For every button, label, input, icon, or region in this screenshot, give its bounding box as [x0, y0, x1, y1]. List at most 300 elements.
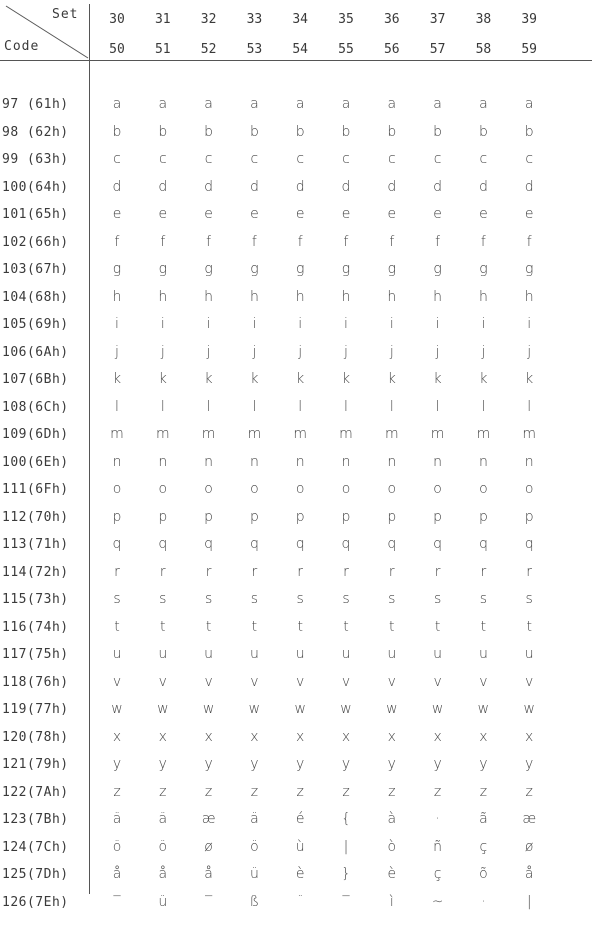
character-cell: | — [343, 838, 349, 855]
character-cell: o — [479, 481, 488, 497]
character-cell: i — [527, 316, 532, 332]
character-cell: b — [478, 123, 488, 140]
character-cell: d — [112, 178, 122, 195]
character-cell: ‾ — [205, 893, 213, 910]
character-cell: o — [341, 481, 351, 497]
character-cell: f — [389, 233, 395, 250]
character-cell: x — [525, 728, 534, 745]
character-cell: z — [250, 783, 259, 800]
character-cell: u — [112, 646, 122, 662]
character-cell: k — [387, 371, 396, 387]
character-cell: ç — [479, 838, 488, 855]
character-cell: h — [478, 288, 488, 305]
character-cell: r — [480, 563, 487, 580]
code-label-row: 115(73h) — [2, 592, 69, 607]
character-cell: i — [252, 316, 257, 332]
character-cell: ù — [295, 838, 305, 855]
character-cell: r — [388, 563, 395, 580]
character-cell: k — [158, 371, 167, 387]
character-cell: w — [111, 701, 123, 717]
character-cell: ‾ — [113, 893, 121, 910]
character-cell: u — [524, 646, 534, 662]
character-cell: e — [158, 206, 168, 222]
character-cell: x — [479, 728, 488, 745]
character-cell: x — [296, 728, 305, 745]
character-cell: y — [250, 756, 259, 772]
set-number-top: 35 — [338, 12, 354, 27]
code-label-row: 121(79h) — [2, 757, 69, 772]
code-label-row: 104(68h) — [2, 289, 69, 305]
character-cell: h — [524, 288, 534, 305]
character-cell: p — [433, 508, 443, 525]
character-cell: u — [204, 646, 214, 662]
character-cell: c — [433, 151, 442, 167]
character-cell: z — [433, 783, 442, 800]
character-cell: x — [204, 728, 213, 745]
character-cell: h — [204, 288, 214, 305]
character-cell: m — [293, 426, 307, 442]
character-cell: w — [248, 701, 261, 717]
character-cell: m — [430, 426, 445, 442]
code-label-row: 123(7Bh) — [2, 812, 69, 827]
character-cell: t — [251, 618, 258, 635]
code-label-row: 112(70h) — [2, 509, 69, 525]
character-cell: s — [250, 591, 259, 607]
character-cell: j — [206, 343, 211, 360]
character-cell: w — [431, 701, 444, 717]
set-number-top: 30 — [109, 12, 125, 27]
character-cell: k — [296, 371, 305, 387]
character-cell: j — [481, 343, 486, 360]
character-cell: n — [249, 453, 259, 470]
character-cell: ß — [249, 893, 260, 910]
character-cell: ø — [524, 838, 534, 855]
character-cell: n — [158, 453, 168, 470]
character-cell: h — [433, 288, 443, 305]
character-cell: w — [340, 701, 352, 717]
character-cell: l — [344, 398, 348, 415]
set-number-top: 33 — [246, 12, 263, 27]
character-cell: w — [523, 701, 535, 717]
character-cell: p — [478, 508, 488, 525]
character-cell: b — [524, 123, 534, 140]
character-cell: k — [204, 371, 213, 387]
code-label-row: 107(6Bh) — [2, 372, 69, 387]
code-label-row: 124(7Ch) — [2, 839, 69, 855]
character-cell: p — [158, 508, 168, 525]
character-cell: l — [527, 398, 532, 415]
set-number-bottom: 55 — [338, 42, 354, 57]
character-cell: r — [251, 563, 258, 580]
character-cell: k — [250, 371, 259, 387]
code-label-row: 100(64h) — [2, 179, 69, 195]
character-cell: ì — [389, 893, 394, 910]
character-cell: a — [433, 96, 442, 112]
character-cell: å — [204, 866, 213, 882]
character-cell: g — [387, 261, 396, 277]
character-cell: j — [435, 343, 440, 360]
character-cell: · — [481, 893, 486, 910]
character-cell: w — [386, 701, 398, 717]
code-label-row: 99 (63h) — [2, 152, 69, 167]
character-cell: q — [387, 536, 397, 552]
set-number-bottom: 51 — [154, 42, 171, 57]
character-cell: å — [524, 866, 534, 882]
character-cell: l — [206, 398, 211, 415]
character-cell: w — [477, 701, 490, 717]
set-number-bottom: 50 — [109, 42, 125, 57]
character-cell: d — [387, 178, 397, 195]
character-cell: p — [524, 508, 534, 525]
character-cell: s — [388, 591, 396, 607]
character-cell: t — [434, 618, 441, 635]
character-cell: x — [158, 728, 167, 745]
character-cell: f — [297, 233, 303, 250]
character-cell: a — [250, 96, 259, 112]
code-label-row: 120(78h) — [2, 729, 69, 745]
character-cell: u — [387, 646, 397, 662]
character-cell: y — [479, 756, 488, 772]
character-cell: q — [341, 536, 351, 552]
character-cell: i — [115, 316, 119, 332]
character-cell: ü — [158, 893, 168, 910]
character-cell: f — [480, 233, 486, 250]
character-cell: n — [204, 453, 214, 470]
character-cell: s — [525, 591, 533, 607]
character-cell: ¨ — [296, 893, 304, 910]
character-cell: i — [298, 316, 303, 332]
horizontal-divider — [0, 60, 592, 61]
code-label-row: 101(65h) — [2, 207, 69, 222]
character-cell: z — [525, 783, 533, 800]
character-cell: z — [388, 783, 396, 800]
character-cell: s — [342, 591, 350, 607]
character-cell: h — [341, 288, 351, 305]
character-cell: å — [112, 866, 122, 882]
character-cell: ö — [158, 838, 168, 855]
character-cell: z — [479, 783, 488, 800]
character-cell: q — [524, 536, 534, 552]
code-label-row: 118(76h) — [2, 674, 69, 690]
set-number-top: 38 — [475, 12, 492, 27]
character-cell: m — [155, 426, 170, 442]
character-cell: j — [298, 343, 303, 360]
set-number-bottom: 53 — [246, 42, 263, 57]
character-cell: b — [158, 123, 168, 140]
character-cell: s — [159, 591, 167, 607]
character-cell: p — [204, 508, 214, 525]
character-cell: m — [339, 426, 353, 442]
character-cell: d — [478, 178, 488, 195]
code-label-row: 117(75h) — [2, 647, 69, 662]
character-cell: v — [433, 673, 442, 690]
character-cell: g — [524, 261, 534, 277]
character-cell: l — [481, 398, 486, 415]
character-cell: w — [202, 701, 215, 717]
character-cell: c — [204, 151, 213, 167]
character-cell: b — [387, 123, 397, 140]
character-cell: d — [204, 178, 214, 195]
character-cell: m — [201, 426, 216, 442]
character-cell: g — [479, 261, 488, 277]
character-cell: g — [112, 261, 122, 277]
character-cell: t — [205, 618, 212, 635]
character-cell: k — [341, 371, 351, 387]
character-cell: v — [204, 673, 213, 690]
character-cell: j — [252, 343, 257, 360]
character-cell: u — [341, 646, 351, 662]
character-cell: n — [295, 453, 305, 470]
character-cell: à — [387, 811, 397, 827]
character-cell: m — [110, 426, 124, 442]
character-cell: ‾ — [342, 893, 350, 910]
character-cell: o — [387, 481, 397, 497]
set-number-top: 36 — [383, 12, 400, 27]
character-cell: å — [158, 866, 168, 882]
character-cell: k — [479, 371, 488, 387]
character-cell: | — [526, 893, 532, 910]
header-corner — [0, 0, 90, 60]
character-cell: ç — [433, 866, 442, 882]
character-cell: c — [158, 151, 167, 167]
character-cell: a — [204, 96, 213, 112]
character-cell: f — [251, 233, 257, 250]
character-cell: r — [343, 563, 349, 580]
character-cell: q — [112, 536, 122, 552]
character-cell: d — [295, 178, 305, 195]
character-cell: r — [526, 563, 533, 580]
character-cell: b — [433, 123, 443, 140]
character-cell: d — [249, 178, 259, 195]
character-cell: g — [204, 261, 213, 277]
character-cell: h — [158, 288, 168, 305]
code-label-row: 103(67h) — [2, 262, 69, 277]
character-cell: õ — [479, 866, 488, 882]
character-cell: h — [295, 288, 305, 305]
character-cell: u — [249, 646, 259, 662]
character-cell: f — [435, 233, 441, 250]
character-cell: p — [341, 508, 351, 525]
character-cell: s — [433, 591, 442, 607]
character-cell: r — [205, 563, 212, 580]
character-cell: g — [295, 261, 305, 277]
character-cell: w — [157, 701, 169, 717]
set-label: Set — [52, 7, 79, 22]
character-cell: c — [479, 151, 488, 167]
character-cell: w — [294, 701, 306, 717]
character-cell: z — [296, 783, 304, 800]
character-cell: d — [524, 178, 534, 195]
character-cell: n — [112, 453, 122, 470]
character-cell: t — [343, 618, 349, 635]
character-cell: e — [524, 206, 534, 222]
character-cell: o — [112, 481, 122, 497]
character-cell: l — [115, 398, 119, 415]
character-cell: o — [250, 481, 259, 497]
character-cell: m — [476, 426, 491, 442]
character-cell: e — [387, 206, 397, 222]
character-cell: · — [435, 811, 440, 827]
character-cell: e — [433, 206, 442, 222]
character-cell: a — [387, 96, 397, 112]
character-cell: m — [247, 426, 262, 442]
character-cell: e — [204, 206, 213, 222]
character-cell: { — [341, 811, 351, 827]
character-cell: y — [387, 756, 396, 772]
character-cell: j — [344, 343, 348, 360]
character-cell: l — [160, 398, 165, 415]
character-cell: q — [478, 536, 488, 552]
character-cell: s — [113, 591, 121, 607]
character-cell: l — [389, 398, 394, 415]
set-number-top: 39 — [521, 12, 538, 27]
set-number-bottom: 59 — [521, 42, 538, 57]
character-cell: i — [435, 316, 440, 332]
character-cell: n — [387, 453, 397, 470]
character-cell: y — [433, 756, 442, 772]
character-cell: ø — [204, 838, 213, 855]
character-cell: q — [295, 536, 305, 552]
character-cell: q — [204, 536, 214, 552]
character-cell: a — [158, 96, 168, 112]
character-cell: v — [341, 673, 351, 690]
character-cell: q — [433, 536, 443, 552]
code-label-row: 122(7Ah) — [2, 784, 69, 800]
character-cell: i — [160, 316, 165, 332]
character-cell: ä — [250, 811, 259, 827]
set-number-bottom: 56 — [383, 42, 400, 57]
set-number-bottom: 57 — [429, 42, 446, 57]
character-cell: e — [250, 206, 259, 222]
code-label-row: 108(6Ch) — [2, 399, 69, 415]
code-label-row: 97 (61h) — [2, 97, 69, 112]
character-cell: v — [479, 673, 488, 690]
character-cell: l — [252, 398, 257, 415]
character-cell: z — [342, 783, 350, 800]
character-cell: v — [112, 673, 122, 690]
character-cell: r — [297, 563, 304, 580]
character-cell: y — [341, 756, 351, 772]
character-cell: t — [480, 618, 487, 635]
character-cell: ã — [479, 811, 488, 827]
character-cell: k — [433, 371, 442, 387]
vertical-divider — [89, 4, 90, 894]
character-cell: y — [296, 756, 305, 772]
character-cell: o — [158, 481, 168, 497]
character-cell: z — [159, 783, 167, 800]
character-cell: g — [341, 261, 351, 277]
character-cell: h — [387, 288, 397, 305]
character-cell: e — [295, 206, 305, 222]
character-cell: æ — [522, 811, 537, 827]
character-cell: n — [524, 453, 534, 470]
character-cell: r — [159, 563, 166, 580]
character-cell: e — [479, 206, 488, 222]
character-cell: j — [115, 343, 119, 360]
character-cell: c — [342, 151, 350, 167]
character-cell: k — [112, 371, 122, 387]
character-cell: v — [387, 673, 396, 690]
character-cell: ~ — [431, 893, 444, 910]
character-cell: d — [158, 178, 168, 195]
character-cell: t — [526, 618, 532, 635]
character-cell: é — [295, 811, 305, 827]
character-cell: o — [295, 481, 305, 497]
character-cell: h — [249, 288, 259, 305]
character-cell: d — [433, 178, 443, 195]
code-label-row: 116(74h) — [2, 619, 69, 635]
character-cell: a — [341, 96, 351, 112]
character-cell: a — [112, 96, 122, 112]
character-cell: r — [114, 563, 120, 580]
character-cell: u — [295, 646, 305, 662]
character-cell: b — [204, 123, 214, 140]
character-cell: c — [113, 151, 121, 167]
character-cell: y — [158, 756, 167, 772]
character-cell: t — [160, 618, 166, 635]
character-cell: k — [525, 371, 534, 387]
character-cell: v — [250, 673, 259, 690]
character-cell: x — [250, 728, 259, 745]
character-cell: ä — [112, 811, 122, 827]
character-cell: p — [387, 508, 397, 525]
character-cell: n — [341, 453, 351, 470]
character-cell: è — [387, 866, 397, 882]
character-cell: s — [479, 591, 488, 607]
character-cell: p — [249, 508, 259, 525]
character-cell: ñ — [433, 838, 443, 855]
character-cell: ö — [112, 838, 122, 855]
character-cell: j — [527, 343, 532, 360]
character-cell: b — [341, 123, 351, 140]
character-cell: j — [389, 343, 394, 360]
set-number-top: 32 — [200, 12, 217, 27]
character-cell: x — [341, 728, 351, 745]
character-cell: g — [250, 261, 259, 277]
character-cell: ò — [387, 838, 397, 855]
character-cell: h — [112, 288, 122, 305]
character-cell: c — [250, 151, 259, 167]
character-cell: a — [479, 96, 488, 112]
character-cell: n — [478, 453, 488, 470]
character-cell: m — [522, 426, 536, 442]
character-cell: a — [295, 96, 305, 112]
character-cell: i — [389, 316, 394, 332]
character-cell: y — [525, 756, 534, 772]
character-cell: t — [114, 618, 120, 635]
set-number-bottom: 54 — [292, 42, 309, 57]
character-cell: n — [433, 453, 443, 470]
set-number-top: 37 — [429, 12, 446, 27]
character-cell: x — [112, 728, 122, 745]
character-cell: r — [434, 563, 441, 580]
code-label-row: 126(7Eh) — [2, 894, 69, 910]
character-cell: i — [206, 316, 211, 332]
set-number-top: 31 — [154, 12, 171, 27]
code-label-row: 109(6Dh) — [2, 427, 69, 442]
character-cell: o — [524, 481, 534, 497]
character-cell: x — [387, 728, 396, 745]
character-cell: l — [298, 398, 303, 415]
character-cell: v — [158, 673, 167, 690]
code-label-row: 113(71h) — [2, 537, 69, 552]
character-cell: o — [433, 481, 442, 497]
character-cell: u — [158, 646, 168, 662]
character-cell: v — [525, 673, 534, 690]
character-cell: } — [341, 866, 351, 882]
code-label-row: 100(6Eh) — [2, 454, 69, 470]
character-cell: c — [387, 151, 396, 167]
